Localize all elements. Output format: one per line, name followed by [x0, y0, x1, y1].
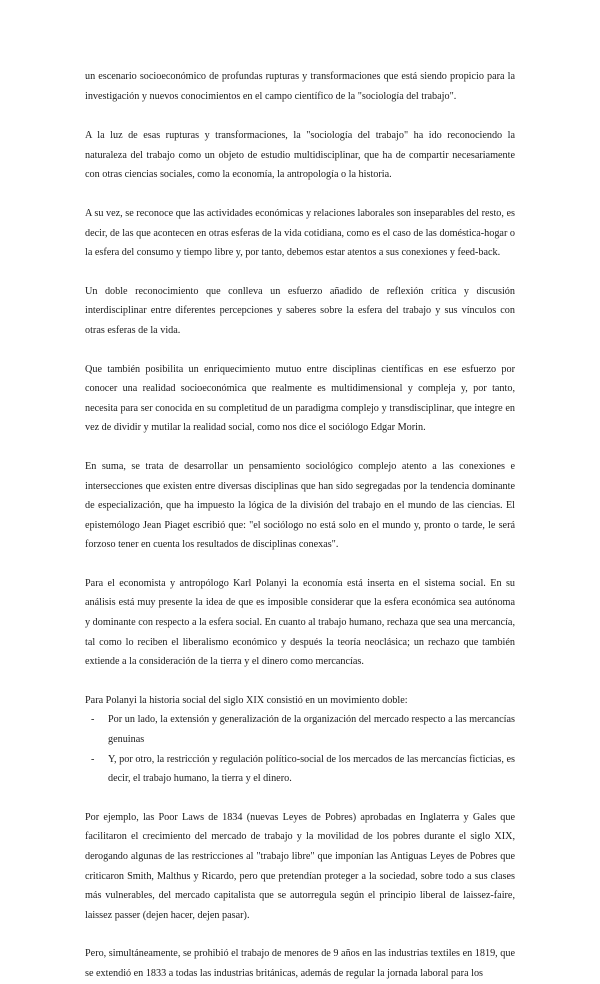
- paragraph-mutual-enrichment: Que también posibilita un enriquecimiento mutuo entre disciplinas científicas en ese esfuerzo por conocer una realidad socioeconómica que realmente es multidimensional y compleja y, por tanto, necesita para ser conocida en su completitud de un paradigma complejo y transdisciplinar, que integre en vez de dividir y mutilar la realidad social, como nos dice el sociólogo Edgar Morin.: [85, 363, 515, 434]
- paragraph-multidisciplinary: A la luz de esas rupturas y transformaciones, la "sociología del trabajo" ha ido reconociendo la naturaleza del trabajo como un objeto de estudio multidisciplinar, que ha de compartir necesariamente con otras ciencias sociales, como la economía, la antropología o la historia.: [85, 130, 515, 181]
- paragraph-complex-thought: En suma, se trata de desarrollar un pensamiento sociológico complejo atento a las conexiones e intersecciones que existen entre diversas disciplinas que han sido segregadas por la tendencia dominante de especialización, que ha impuesto la lógica de la división del trabajo en el mundo de las ciencias. El epistemólogo Jean Piaget escribió que: "el sociólogo no está solo en el mundo y, pronto o tarde, le será forzoso tener en cuenta los resultados de disciplinas conexas".: [85, 460, 515, 551]
- paragraph-child-labor: Pero, simultáneamente, se prohibió el trabajo de menores de 9 años en las industrias textiles en 1819, que se extendió en 1833 a todas las industrias británicas, además de regular la jornada laboral para los: [85, 948, 515, 979]
- paragraph-sociologia-trabajo-context: un escenario socioeconómico de profundas rupturas y transformaciones que está siendo propicio para la investigación y nuevos conocimientos en el campo científico de la "sociología del trabajo".: [85, 71, 515, 102]
- paragraph-polanyi-double-movement: Para Polanyi la historia social del siglo XIX consistió en un movimiento doble:: [85, 694, 408, 706]
- list-item-text: Por un lado, la extensión y generalización de la organización del mercado respecto a las mercancías genuinas: [108, 714, 515, 746]
- bullet-dash: -: [91, 714, 95, 726]
- list-item-text: Y, por otro, la restricción y regulación político-social de los mercados de las mercancías ficticias, es decir, el trabajo humano, la tierra y el dinero.: [108, 753, 515, 785]
- paragraph-double-recognition: Un doble reconocimiento que conlleva un esfuerzo añadido de reflexión crítica y discusión interdisciplinar entre diferentes percepciones y saberes sobre la esfera del trabajo y sus vínculos con otras esferas de la vida.: [85, 285, 515, 336]
- bullet-dash: -: [91, 753, 95, 765]
- paragraph-inseparable-activities: A su vez, se reconoce que las actividades económicas y relaciones laborales son inseparables del resto, es decir, de las que acontecen en otras esferas de la vida cotidiana, como es el caso de las doméstica-hogar o la esfera del consumo y tiempo libre y, por tanto, debemos estar atentos a sus conexiones y feed-back.: [85, 207, 515, 259]
- paragraph-polanyi-economy: Para el economista y antropólogo Karl Polanyi la economía está inserta en el sistema social. En su análisis está muy presente la idea de que es imposible considerar que la esfera económica sea autónoma y dominante con respecto a la esfera social. En cuanto al trabajo humano, rechaza que sea una mercancía, tal como lo reciben el liberalismo económico y después la teoría neoclásica; un rechazo que también extiende a la consideración de la tierra y el dinero como mercancías.: [85, 577, 515, 668]
- list-item: [85, 750, 515, 789]
- paragraph-poor-laws: Por ejemplo, las Poor Laws de 1834 (nuevas Leyes de Pobres) aprobadas en Inglaterra y Gales que facilitaron el crecimiento del mercado de trabajo y la movilidad de los pobres durante el siglo XIX, derogando algunas de las restricciones al "trabajo libre" que imponían las Antiguas Leyes de Pobres que criticaron Smith, Malthus y Ricardo, pero que pretendían proteger a la sociedad, sobre todo a sus clases más vulnerables, del mercado capitalista que se autorregula según el principio liberal de laissez-faire, laissez passer (dejen hacer, dejen pasar).: [85, 811, 515, 921]
- double-movement-list: [85, 710, 515, 788]
- list-item: [85, 710, 515, 749]
